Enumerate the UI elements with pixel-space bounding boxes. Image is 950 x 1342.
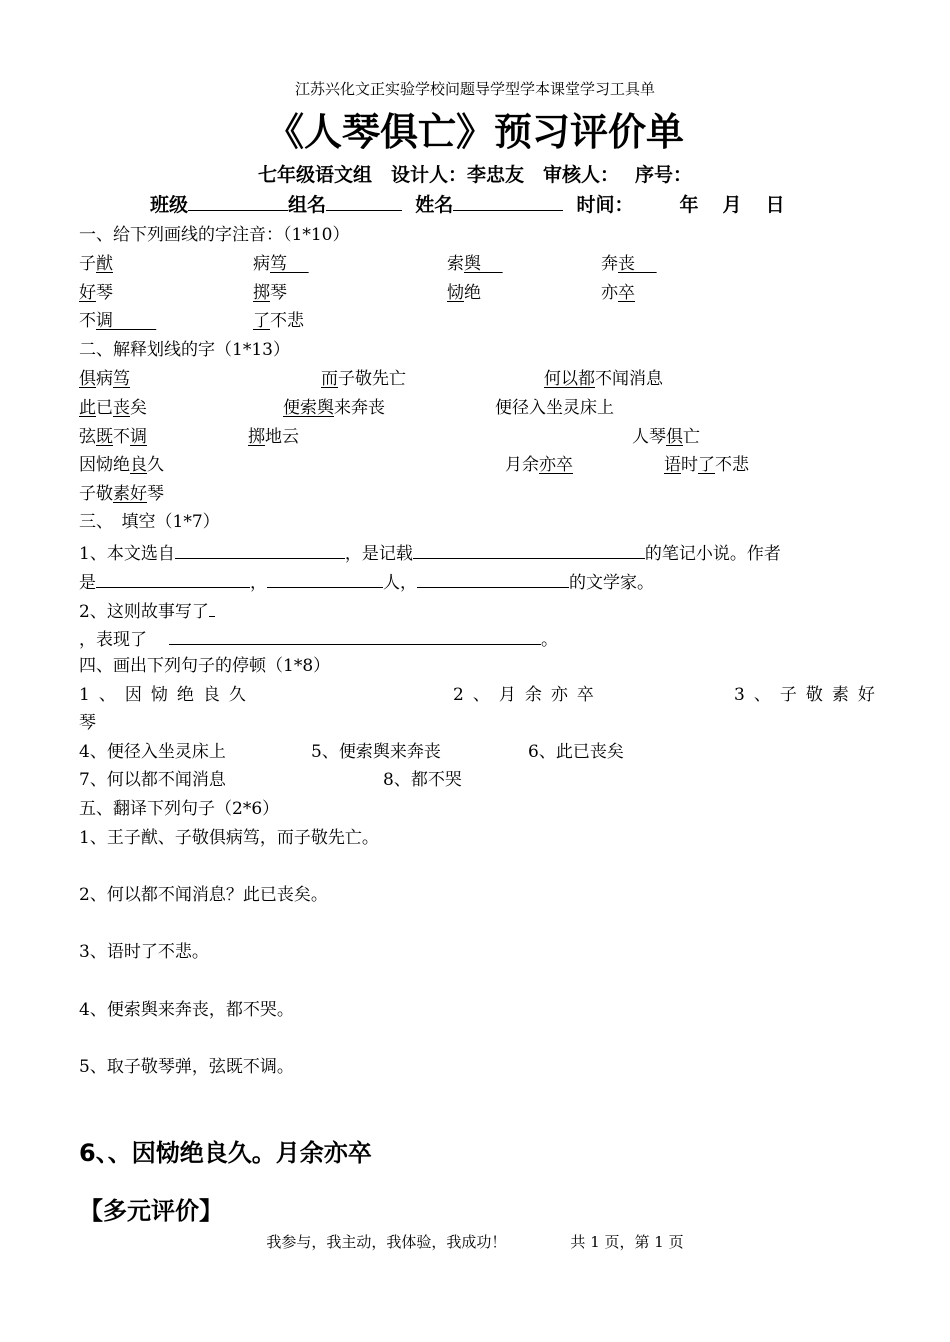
fill-line-2: 是 ， 人， 的文学家。 bbox=[79, 569, 654, 594]
explain-item: 人琴俱亡 bbox=[632, 427, 700, 447]
explain-item: 此已丧矣 bbox=[79, 398, 147, 418]
era-blank[interactable] bbox=[417, 569, 569, 588]
meta-line: 七年级语文组 设计人：李忠友 审核人： 序号： bbox=[257, 164, 693, 186]
pause-sentence-4: 4、便径入坐灵床上 bbox=[79, 742, 226, 762]
translate-q2: 2、何以都不闻消息？此已丧矣。 bbox=[79, 885, 328, 905]
name-blank[interactable] bbox=[453, 192, 563, 211]
pinyin-item: 了不悲 bbox=[253, 311, 304, 331]
pause-sentence-6: 6、此已丧矣 bbox=[528, 742, 624, 762]
story-blank[interactable] bbox=[209, 598, 215, 617]
page-title: 《人琴俱亡》预习评价单 bbox=[265, 109, 684, 154]
day-label: 日 bbox=[765, 194, 785, 216]
translate-q5: 5、取子敬琴弹，弦既不调。 bbox=[79, 1057, 294, 1077]
pause-sentence-8: 8、都不哭 bbox=[383, 770, 462, 790]
explain-item: 俱病笃 bbox=[79, 369, 130, 389]
fill-line-4: ，表现了 。 bbox=[79, 626, 558, 651]
pinyin-item: 奔丧 bbox=[601, 254, 635, 274]
explain-item: 语时了不悲 bbox=[664, 455, 749, 475]
explain-item: 子敬素好琴 bbox=[79, 484, 164, 504]
explain-item: 弦既不调 bbox=[79, 427, 147, 447]
pause-sentence-5: 5、便索舆来奔丧 bbox=[311, 742, 441, 762]
explain-item: 何以都不闻消息 bbox=[544, 369, 663, 389]
explain-item: 而子敬先亡 bbox=[321, 369, 406, 389]
school-header: 江苏兴化文正实验学校问题导学型学本课堂学习工具单 bbox=[294, 80, 655, 98]
page-count: 共 1 页，第 1 页 bbox=[570, 1233, 684, 1251]
evaluation-heading: 【多元评价】 bbox=[79, 1197, 223, 1225]
translate-q6: 6、、因恸绝良久。月余亦卒 bbox=[79, 1139, 372, 1167]
pause-sentence-2: 2、月余亦卒 bbox=[453, 685, 603, 705]
pause-sentence-3-cont: 琴 bbox=[79, 713, 96, 733]
footer-slogan: 我参与，我主动，我体验，我成功！ bbox=[266, 1233, 507, 1251]
name-label: 姓名 bbox=[415, 194, 454, 216]
pinyin-item: 子猷 bbox=[79, 254, 113, 274]
year-label: 年 bbox=[679, 194, 699, 216]
dynasty-blank[interactable] bbox=[267, 569, 383, 588]
theme-blank[interactable] bbox=[169, 626, 541, 645]
fill-line-3: 2、这则故事写了 bbox=[79, 598, 215, 623]
pinyin-item: 掷琴 bbox=[253, 283, 287, 303]
pinyin-item: 好琴 bbox=[79, 283, 113, 303]
pinyin-item: 亦卒 bbox=[601, 283, 635, 303]
pause-sentence-3: 3、子敬素好 bbox=[734, 685, 884, 705]
explain-item: 便径入坐灵床上 bbox=[495, 398, 614, 418]
group-label: 组名 bbox=[288, 194, 327, 216]
month-label: 月 bbox=[722, 194, 742, 216]
source-blank[interactable] bbox=[175, 540, 345, 559]
pinyin-item: 不调 bbox=[79, 311, 113, 331]
group-blank[interactable] bbox=[326, 192, 402, 211]
explain-item: 月余亦卒 bbox=[505, 455, 573, 475]
record-blank[interactable] bbox=[413, 540, 645, 559]
author-blank[interactable] bbox=[96, 569, 250, 588]
translate-q4: 4、便索舆来奔丧，都不哭。 bbox=[79, 1000, 294, 1020]
pause-sentence-7: 7、何以都不闻消息 bbox=[79, 770, 226, 790]
explain-item: 因恸绝良久 bbox=[79, 455, 164, 475]
section2-heading: 二、解释划线的字（1*13） bbox=[79, 340, 290, 360]
explain-item: 便索舆来奔丧 bbox=[283, 398, 385, 418]
translate-q3: 3、语时了不悲。 bbox=[79, 942, 209, 962]
explain-item: 掷地云 bbox=[248, 427, 299, 447]
section1-heading: 一、给下列画线的字注音：（1*10） bbox=[79, 225, 350, 245]
pinyin-item: 病笃 bbox=[253, 254, 287, 274]
fill-line-1: 1、本文选自 ，是记载 的笔记小说。作者 bbox=[79, 540, 781, 565]
pause-sentence-1: 1、因恸绝良久 bbox=[79, 685, 255, 705]
time-label: 时间： bbox=[576, 194, 634, 216]
section3-heading: 三、 填空（1*7） bbox=[79, 512, 220, 532]
class-blank[interactable] bbox=[188, 192, 288, 211]
translate-q1: 1、王子猷、子敬俱病笃，而子敬先亡。 bbox=[79, 828, 379, 848]
section5-heading: 五、翻译下列句子（2*6） bbox=[79, 799, 280, 819]
section4-heading: 四、画出下列句子的停顿（1*8） bbox=[79, 656, 331, 676]
pinyin-item: 索舆 bbox=[447, 254, 481, 274]
page-footer bbox=[0, 1231, 950, 1253]
class-label: 班级 bbox=[150, 194, 189, 216]
student-info-line bbox=[150, 192, 785, 218]
pinyin-item: 恸绝 bbox=[447, 283, 481, 303]
